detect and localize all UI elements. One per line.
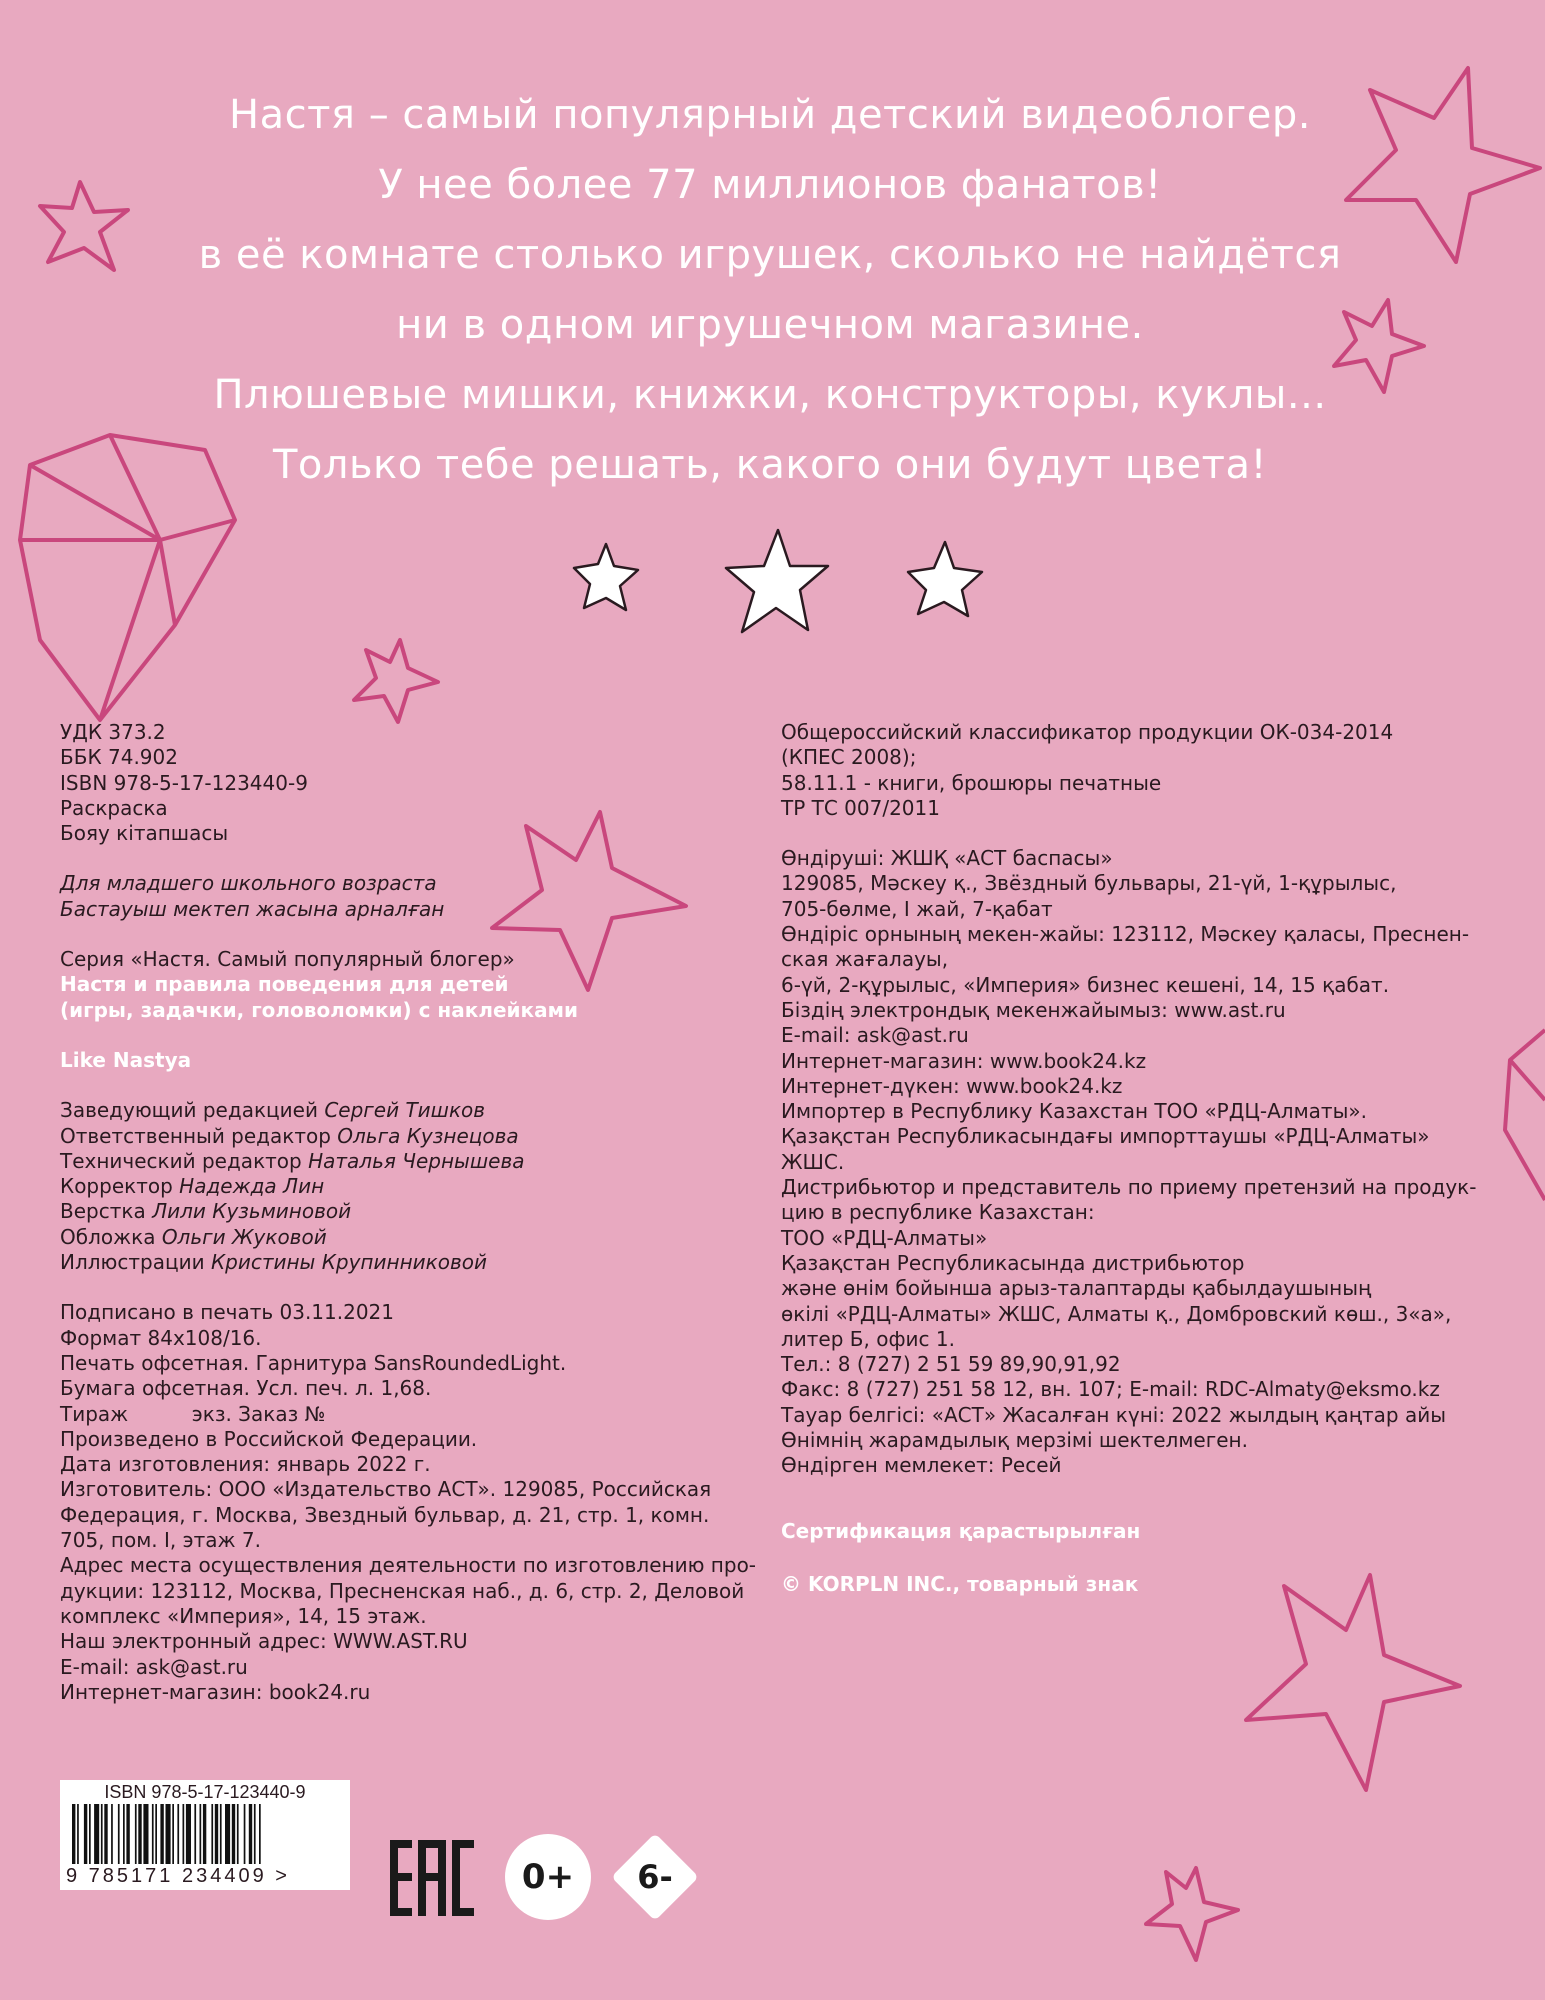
credit-name: Ольги Жуковой — [161, 1224, 327, 1249]
bbk-code: ББК 74.902 — [60, 745, 178, 770]
kz-line: Қазақстан Республикасындағы импорттаушы «РДЦ-Алматы» — [781, 1124, 1430, 1149]
age-kz: Бастауыш мектеп жасына арналған — [60, 896, 445, 921]
credit-role: Заведующий редакцией — [60, 1098, 318, 1123]
imprint-line: Изготовитель: ООО «Издательство АСТ». 129085, Российская — [60, 1477, 712, 1502]
credit-name: Надежда Лин — [179, 1174, 325, 1199]
star-outline-icon — [1246, 1575, 1460, 1790]
imprint-line: Адрес места осуществления деятельности по изготовлению про- — [60, 1553, 757, 1578]
credit-role: Верстка — [60, 1199, 146, 1224]
credit-role: Ответственный редактор — [60, 1123, 331, 1148]
age-rating-diamond — [612, 1834, 698, 1920]
imprint-line: Тираж экз. Заказ № — [60, 1401, 326, 1426]
barcode — [60, 1780, 350, 1890]
intro-line: Плюшевые мишки, книжки, конструкторы, куклы... — [213, 372, 1327, 418]
kz-line: ская жағалауы, — [781, 947, 949, 972]
kz-line: ТОО «РДЦ-Алматы» — [781, 1225, 988, 1250]
intro-line: У нее более 77 миллионов фанатов! — [378, 162, 1162, 208]
kz-line: 129085, Мәскеу қ., Звёздный бульвары, 21-үй, 1-құрылыс, — [781, 871, 1397, 896]
imprint-line: Интернет-магазин: book24.ru — [60, 1679, 371, 1704]
age-rating-circle: 0+ — [505, 1834, 591, 1920]
kz-line: литер Б, офис 1. — [781, 1326, 955, 1351]
barcode-bars — [66, 1802, 344, 1866]
kz-line: ЖШС. — [781, 1149, 845, 1174]
imprint-line: Дата изготовления: январь 2022 г. — [60, 1452, 431, 1477]
classifier-line: (КПЕС 2008); — [781, 745, 917, 770]
kz-line: Интернет-дүкен: www.book24.kz — [781, 1073, 1123, 1098]
intro-line: в её комнате столько игрушек, сколько не найдётся — [198, 232, 1342, 278]
credit-name: Лили Кузьминовой — [152, 1199, 352, 1224]
credit-line — [60, 1174, 780, 1199]
left-imprint-column — [60, 720, 780, 1705]
credit-line — [60, 1124, 780, 1149]
kz-line: 705-бөлме, I жай, 7-қабат — [781, 896, 1053, 921]
kz-line: және өнім бойынша арыз-талаптарды қабылдаушының — [781, 1276, 1372, 1301]
imprint-line: Бумага офсетная. Усл. печ. л. 1,68. — [60, 1376, 432, 1401]
barcode-digits: 9 785171 234409 > — [66, 1865, 290, 1887]
genre-ru: Раскраска — [60, 795, 168, 820]
star-filled-icon — [908, 542, 982, 616]
certification-line: Сертификация қарастырылған — [781, 1518, 1141, 1543]
star-outline-icon — [40, 182, 128, 270]
book-title-line: Настя и правила поведения для детей — [60, 972, 509, 997]
kz-line: Тауар белгісі: «АСТ» Жасалған күні: 2022 жылдың қаңтар айы — [781, 1402, 1447, 1427]
genre-kz: Бояу кітапшасы — [60, 821, 229, 846]
credit-line — [60, 1149, 780, 1174]
imprint-line: 705, пом. I, этаж 7. — [60, 1528, 261, 1553]
barcode-isbn: ISBN 978-5-17-123440-9 — [104, 1782, 306, 1802]
trademark-line: © KORPLN INC., товарный знак — [781, 1571, 1139, 1596]
credit-name: Ольга Кузнецова — [337, 1123, 519, 1148]
imprint-line: дукции: 123112, Москва, Пресненская наб., д. 6, стр. 2, Деловой — [60, 1578, 745, 1603]
intro-line: Настя – самый популярный детский видеоблогер. — [229, 92, 1311, 138]
imprint-line: Произведено в Российской Федерации. — [60, 1426, 478, 1451]
imprint-line: E-mail: ask@ast.ru — [60, 1654, 248, 1679]
kz-line: Факс: 8 (727) 251 58 12, вн. 107; E-mail: RDC-Almaty@eksmo.kz — [781, 1377, 1440, 1402]
kz-line: E-mail: ask@ast.ru — [781, 1023, 969, 1048]
kz-line: Өндірген мемлекет: Ресей — [781, 1453, 1062, 1478]
kz-line: Өнімнің жарамдылық мерзімі шектелмеген. — [781, 1428, 1248, 1453]
isbn-code: ISBN 978-5-17-123440-9 — [60, 770, 308, 795]
age-rating-text: 6- — [637, 1858, 673, 1896]
credit-line — [60, 1098, 780, 1123]
classifier-line: Общероссийский классификатор продукции ОК-034-2014 — [781, 720, 1394, 744]
credit-name: Сергей Тишков — [324, 1098, 486, 1123]
imprint-line: Наш электронный адрес: WWW.AST.RU — [60, 1629, 468, 1654]
star-filled-icon — [726, 530, 828, 632]
imprint-line: комплекс «Империя», 14, 15 этаж. — [60, 1603, 427, 1628]
credit-role: Обложка — [60, 1224, 156, 1249]
credit-role: Корректор — [60, 1174, 173, 1199]
book-title-line: (игры, задачки, головоломки) с наклейками — [60, 997, 578, 1022]
eac-mark-icon — [388, 1838, 476, 1918]
credit-role: Иллюстрации — [60, 1250, 205, 1275]
kz-line: Қазақстан Республикасында дистрибьютор — [781, 1250, 1245, 1275]
classifier-line: 58.11.1 - книги, брошюры печатные — [781, 770, 1162, 795]
star-outline-icon — [354, 640, 438, 722]
udk-code: УДК 373.2 — [60, 720, 166, 744]
gem-icon — [1505, 1030, 1545, 1200]
star-filled-icon — [574, 544, 638, 610]
kz-line: Дистрибьютор и представитель по приему претензий на продук- — [781, 1175, 1477, 1200]
kz-line: Біздің электрондық мекенжайымыз: www.ast.ru — [781, 997, 1286, 1022]
intro-line: ни в одном игрушечном магазине. — [396, 302, 1144, 348]
kz-line: 6-үй, 2-құрылыс, «Империя» бизнес кешені, 14, 15 қабат. — [781, 972, 1390, 997]
kz-line: цию в республике Казахстан: — [781, 1200, 1095, 1225]
classifier-line: ТР ТС 007/2011 — [781, 795, 940, 820]
intro-line: Только тебе решать, какого они будут цвета! — [273, 442, 1267, 488]
credit-name: Кристины Крупинниковой — [210, 1250, 487, 1275]
credit-line — [60, 1250, 780, 1275]
series-line: Серия «Настя. Самый популярный блогер» — [60, 947, 515, 972]
intro-text — [120, 80, 1420, 500]
kz-line: Импортер в Республику Казахстан ТОО «РДЦ-Алматы». — [781, 1099, 1367, 1124]
imprint-line: Федерация, г. Москва, Звездный бульвар, д. 21, стр. 1, комн. — [60, 1502, 710, 1527]
credit-name: Наталья Чернышева — [308, 1148, 525, 1173]
brand-name: Like Nastya — [60, 1047, 192, 1072]
imprint-line: Формат 84x108/16. — [60, 1325, 262, 1350]
kz-line: Тел.: 8 (727) 2 51 59 89,90,91,92 — [781, 1352, 1121, 1377]
kz-line: Өндіріс орнының мекен-жайы: 123112, Мәскеу қаласы, Преснен- — [781, 922, 1470, 947]
kz-line: Интернет-магазин: www.book24.kz — [781, 1048, 1147, 1073]
imprint-line: Печать офсетная. Гарнитура SansRoundedLight. — [60, 1350, 567, 1375]
credit-line — [60, 1225, 780, 1250]
kz-line: Өндіруші: ЖШҚ «АСТ баспасы» — [781, 846, 1113, 871]
star-outline-icon — [1146, 1868, 1238, 1960]
age-ru: Для младшего школьного возраста — [60, 871, 437, 896]
credit-line — [60, 1199, 780, 1224]
credit-role: Технический редактор — [60, 1148, 302, 1173]
kz-line: өкілі «РДЦ-Алматы» ЖШС, Алматы қ., Домбровский көш., 3«а», — [781, 1301, 1452, 1326]
imprint-line: Подписано в печать 03.11.2021 — [60, 1300, 395, 1325]
right-imprint-column — [781, 720, 1501, 1597]
